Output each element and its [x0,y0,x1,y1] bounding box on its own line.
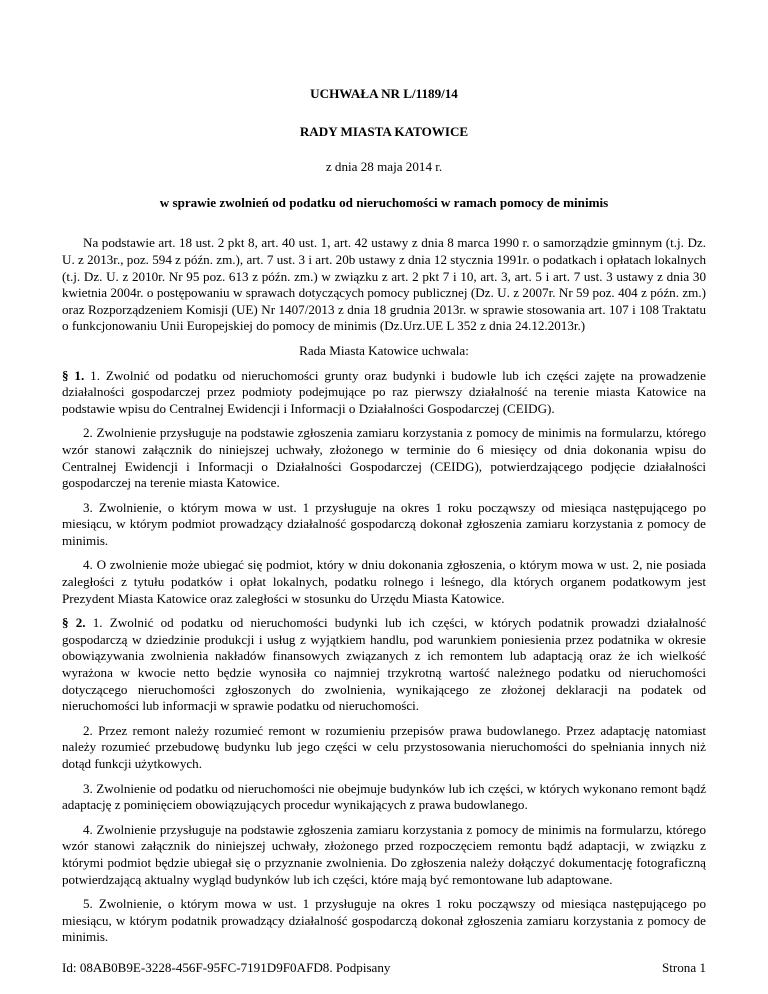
legal-basis: Na podstawie art. 18 ust. 2 pkt 8, art. 40 ust. 1, art. 42 ustawy z dnia 8 marca 1990 r. o samorządzie gminnym (t.j. Dz. U. z 2013r., poz. 594 z późn. zm.), art. 7 ust. 3 i art. 20b ustawy z dnia 12 stycznia 1991r. o podatkach i opłatach lokalnych (t.j. Dz. U. z 2010r. Nr 95 poz. 613 z późn. zm.) w związku z art. 2 pkt 7 i 10, art. 3, art. 5 i art. 7 ust. 3 ustawy z dnia 30 kwietnia 2004r. o postępowaniu w sprawach dotyczących pomocy publicznej (Dz. U. z 2007r. Nr 59 poz. 404 z późn. zm.) oraz Rozporządzeniem Komisji (UE) Nr 1407/2013 z dnia 18 grudnia 2013r. w sprawie stosowania art. 107 i 108 Traktatu o funkcjonowaniu Unii Europejskiej do pomocy de minimis (Dz.Urz.UE L 352 z dnia 24.12.2013r.) [62,235,706,334]
section-2-par-5: 5. Zwolnienie, o którym mowa w ust. 1 przysługuje na okres 1 roku począwszy od miesiąca następującego po miesiącu, w którym podatnik prowadzący działalność gospodarczą dokonał zgłoszenia zamiaru korzystania z pomocy de minimis. [62,896,706,945]
council-resolves: Rada Miasta Katowice uchwala: [299,342,469,358]
section-2-label: § 2. [62,615,86,631]
section-1-par-3: 3. Zwolnienie, o którym mowa w ust. 1 przysługuje na okres 1 roku począwszy od miesiąca następującego po miesiącu, w którym podmiot prowadzący działalność gospodarczą dokonał zgłoszenia zamiaru korzystania z pomocy de minimis. [62,499,706,548]
section-1-par-1 [62,368,706,418]
section-2-par-2: 2. Przez remont należy rozumieć remont w rozumieniu przepisów prawa budowlanego. Przez adaptację natomiast należy rozumieć przebudowę budynku lub jego części w celu przystosowania nieruchomości do spełniania innych niż dotąd funkcji użytkowych. [62,722,706,771]
document-id: Id: 08AB0B9E-3228-456F-95FC-7191D9F0AFD8. Podpisany [62,960,391,975]
section-1-par-4: 4. O zwolnienie może ubiegać się podmiot, który w dniu dokonania zgłoszenia, o którym mowa w ust. 2, nie posiada zaległości z tytułu podatków i opłat lokalnych, podatku rolnego i leśnego, dla których organem podatkowym jest Prezydent Miasta Katowice oraz zaległości w stosunku do Urzędu Miasta Katowice. [62,557,706,606]
council-name: RADY MIASTA KATOWICE [299,123,469,139]
section-1-par-1-text: 1. Zwolnić od podatku od nieruchomości grunty oraz budynki i budowle lub ich części zajęte na prowadzenie działalności gospodarczej przez podmioty podejmujące po raz pierwszy działalność na terenie miasta Katowice na podstawie wpisu do Centralnej Ewidencji i Informacji o Działalności Gospodarczej (CEIDG). [62,367,706,416]
section-2-par-1 [62,615,706,715]
document-body [62,86,706,946]
resolution-number: UCHWAŁA NR L/1189/14 [310,86,458,101]
section-1-label: § 1. [62,367,85,383]
resolution-date: z dnia 28 maja 2014 r. [325,159,443,175]
section-2-par-1-text: 1. Zwolnić od podatku od nieruchomości budynki lub ich części, w których podatnik prowadzi działalność gospodarczą w dziedzinie produkcji i usług z wyjątkiem handlu, pod warunkiem poniesienia przez podatnika w okresie obowiązywania zwolnienia nakładów finansowych związanych z ich remontem lub adaptacją oraz że ich wielkość wyrażona w kwocie netto będzie wynosiła co najmniej trzykrotną wartość należnego podatku od nieruchomości dotyczącego nieruchomości zgłoszonych do zwolnienia, wynikającego ze złożonej deklaracji na podatek od nieruchomości lub informacji w sprawie podatku od nieruchomości. [62,615,707,714]
section-1-par-2: 2. Zwolnienie przysługuje na podstawie zgłoszenia zamiaru korzystania z pomocy de minimis na formularzu, którego wzór stanowi załącznik do niniejszej uchwały, złożonego w terminie do 6 miesięcy od dnia dokonania wpisu do Centralnej Ewidencji i Informacji o Działalności Gospodarczej (CEIDG), potwierdzającego podjęcie działalności gospodarczej na terenie miasta Katowice. [62,425,706,491]
resolution-subject: w sprawie zwolnień od podatku od nieruchomości w ramach pomocy de minimis [159,194,609,210]
section-2-par-4: 4. Zwolnienie przysługuje na podstawie zgłoszenia zamiaru korzystania z pomocy de minimis na formularzu, którego wzór stanowi załącznik do niniejszej uchwały, złożonego przed rozpoczęciem remontu bądź adaptacji, w związku z którymi podmiot będzie ubiegał się o przyznanie zwolnienia. Do zgłoszenia należy dołączyć dokumentację fotograficzną potwierdzającą aktualny wygląd budynków lub ich części, które mają być remontowane lub adaptowane. [62,821,706,887]
page-number: Strona 1 [661,960,706,975]
section-2-par-3: 3. Zwolnienie od podatku od nieruchomości nie obejmuje budynków lub ich części, w których wykonano remont bądź adaptację z pominięciem obowiązujących procedur wynikających z prawa budowlanego. [62,780,706,813]
